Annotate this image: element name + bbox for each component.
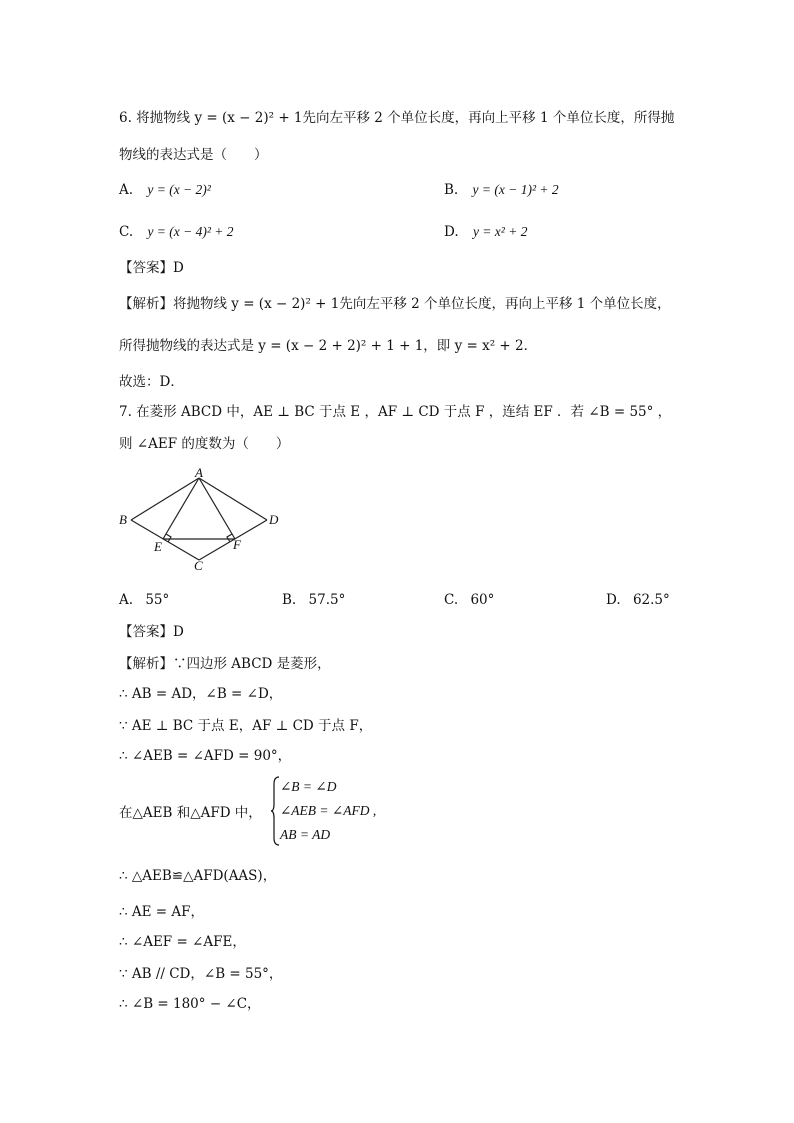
rhombus-figure — [117, 466, 287, 576]
option-text: 57.5° — [308, 592, 346, 608]
option-text: y = (x − 2)² — [147, 182, 211, 197]
label-a: A — [195, 466, 203, 480]
q7-stem-line2: 则 ∠AEF 的度数为（ ） — [119, 436, 290, 452]
q6-analysis-line1: 【解析】将抛物线 y = (x − 2)² + 1先向左平移 2 个单位长度，再向上平移 1 个单位长度， — [119, 296, 671, 312]
option-label: B. — [444, 182, 459, 198]
option-label: A. — [119, 182, 134, 198]
side-bc — [131, 520, 199, 560]
option-label: C. — [444, 592, 459, 608]
option-text: y = x² + 2 — [472, 224, 528, 239]
q6-option-b — [444, 180, 559, 200]
q7-analysis-line: ∴ ∠B = 180° − ∠C， — [119, 996, 261, 1012]
label-c: C — [194, 558, 203, 573]
q7-analysis-line: 【解析】∵四边形 ABCD 是菱形， — [119, 656, 331, 672]
option-text: 60° — [470, 592, 495, 608]
label-d: D — [269, 512, 279, 527]
equation-system — [270, 776, 400, 846]
q7-analysis-line: ∴ ∠AEF = ∠AFE， — [119, 934, 246, 950]
option-label: C. — [119, 224, 134, 240]
q7-analysis-line: ∵ AE ⊥ BC 于点 E，AF ⊥ CD 于点 F， — [119, 718, 373, 734]
q7-analysis-line: ∴ △AEB≌△AFD(AAS)， — [119, 868, 277, 884]
q6-option-a — [119, 180, 211, 200]
system-row: ∠AEB = ∠AFD , — [280, 803, 377, 818]
q6-analysis-line2: 所得抛物线的表达式是 y = (x − 2 + 2)² + 1 + 1，即 y = x² + 2． — [119, 338, 538, 354]
q7-system-prefix: 在△AEB 和△AFD 中， — [119, 805, 262, 821]
left-brace-icon — [270, 776, 280, 846]
option-label: D. — [444, 224, 459, 240]
q7-option-d — [606, 590, 670, 610]
q7-stem-line1: 7. 在菱形 ABCD 中，AE ⊥ BC 于点 E ，AF ⊥ CD 于点 F ，连结 EF ．若 ∠B = 55° ， — [119, 404, 672, 420]
option-text: 55° — [145, 592, 170, 608]
q6-stem-line1: 6. 将抛物线 y = (x − 2)² + 1先向左平移 2 个单位长度，再向上平移 1 个单位长度，所得抛 — [119, 110, 675, 126]
option-label: B. — [282, 592, 297, 608]
system-row: AB = AD — [280, 827, 331, 842]
q6-conclusion: 故选：D． — [119, 374, 184, 390]
label-e: E — [154, 539, 162, 554]
q7-analysis-line: ∴ AE = AF， — [119, 904, 204, 920]
q6-option-c — [119, 222, 234, 242]
segment-af — [199, 478, 235, 539]
segment-ae — [163, 478, 199, 539]
option-text: y = (x − 4)² + 2 — [147, 224, 234, 239]
side-ad — [199, 478, 267, 520]
q7-option-a — [119, 590, 169, 610]
q7-analysis-line: ∴ AB = AD，∠B = ∠D， — [119, 686, 283, 702]
q7-analysis-line: ∵ AB // CD，∠B = 55°， — [119, 966, 283, 982]
option-text: y = (x − 1)² + 2 — [472, 182, 559, 197]
option-text: 62.5° — [632, 592, 670, 608]
q6-stem-line2: 物线的表达式是（ ） — [119, 147, 268, 163]
q7-analysis-line: ∴ ∠AEB = ∠AFD = 90°， — [119, 748, 292, 764]
q7-option-b — [282, 590, 345, 610]
label-f: F — [233, 537, 241, 552]
label-b: B — [119, 512, 127, 527]
option-label: D. — [606, 592, 621, 608]
side-ab — [131, 478, 199, 520]
system-row: ∠B = ∠D — [280, 779, 337, 794]
option-label: A. — [119, 592, 134, 608]
q7-option-c — [444, 590, 494, 610]
q6-option-d — [444, 222, 527, 242]
q6-answer: 【答案】D — [119, 260, 184, 276]
q7-answer: 【答案】D — [119, 624, 184, 640]
